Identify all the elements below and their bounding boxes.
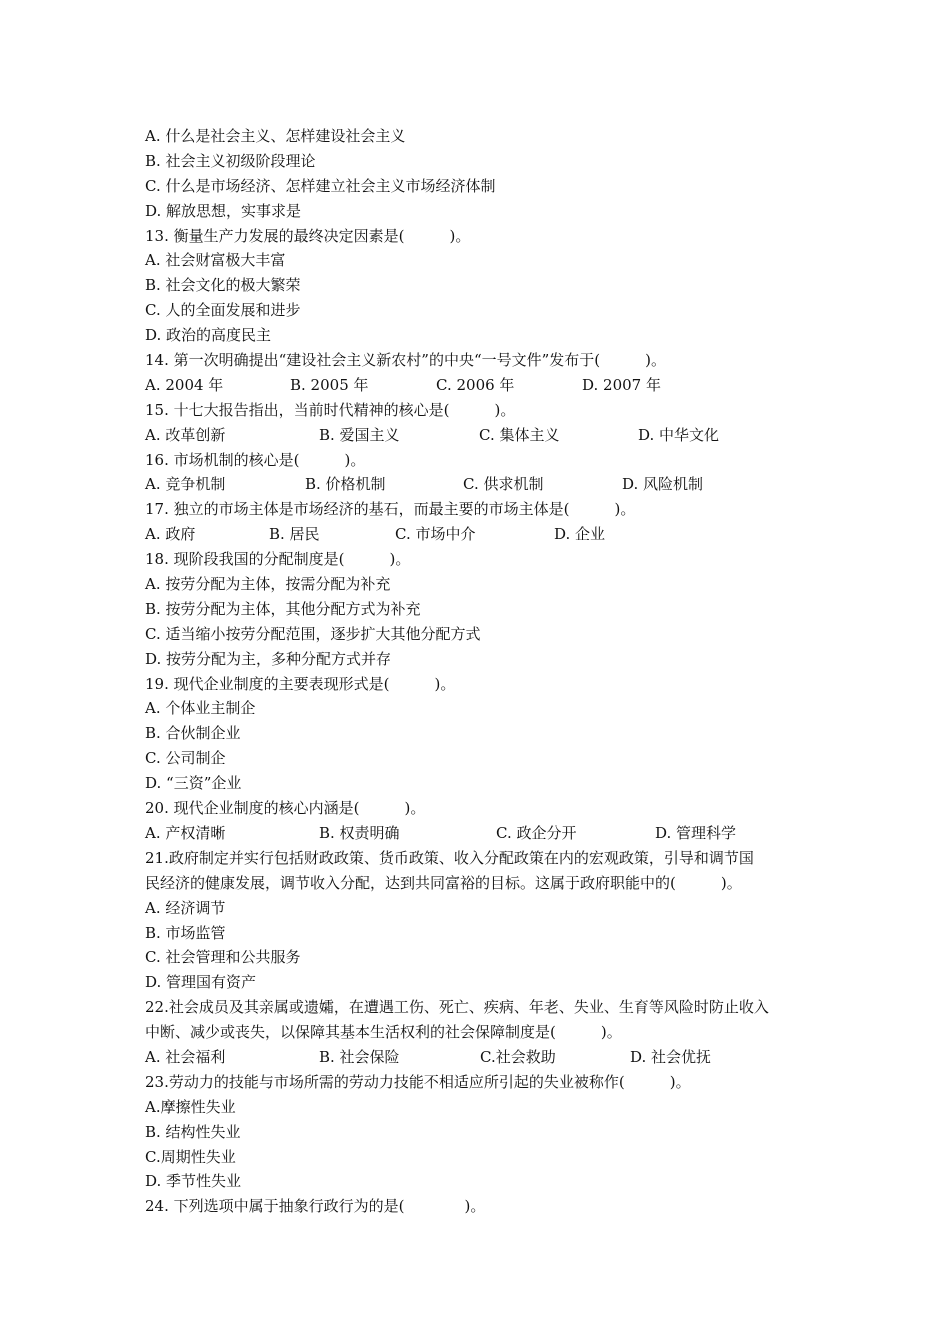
option-line: C.周期性失业 (145, 1147, 236, 1166)
option-row (145, 522, 825, 547)
option-item: A. 改革创新 (145, 425, 226, 444)
option-item: D. 企业 (554, 525, 606, 544)
question-text: 23.劳动力的技能与市场所需的劳动力技能不相适应所引起的失业被称作( )。 (145, 1072, 691, 1091)
option-item: C. 市场中介 (395, 525, 476, 544)
question-text: 13. 衡量生产力发展的最终决定因素是( )。 (145, 226, 471, 245)
option-item: B. 爱国主义 (319, 425, 400, 444)
option-row (145, 821, 825, 846)
option-line: B. 市场监管 (145, 923, 226, 942)
option-item: B. 居民 (269, 525, 320, 544)
question-text: 16. 市场机制的核心是( )。 (145, 450, 366, 469)
option-line: B. 合伙制企业 (145, 724, 241, 743)
question-text: 24. 下列选项中属于抽象行政行为的是( )。 (145, 1197, 486, 1216)
option-row (145, 472, 825, 497)
option-item: C. 2006 年 (436, 375, 515, 394)
option-line: C. 公司制企 (145, 749, 226, 768)
question-list (145, 124, 825, 1219)
option-line: 民经济的健康发展，调节收入分配，达到共同富裕的目标。这属于政府职能中的( )。 (145, 873, 742, 892)
question-text: 20. 现代企业制度的核心内涵是( )。 (145, 799, 426, 818)
option-item: D. 社会优抚 (630, 1047, 712, 1066)
option-line: C. 人的全面发展和进步 (145, 301, 301, 320)
option-item: C.社会救助 (480, 1047, 556, 1066)
option-line: D. 按劳分配为主，多种分配方式并存 (145, 649, 392, 668)
option-item: D. 管理科学 (655, 823, 737, 842)
option-line: B. 按劳分配为主体，其他分配方式为补充 (145, 599, 421, 618)
option-row (145, 423, 825, 448)
option-item: A. 社会福利 (145, 1047, 226, 1066)
option-line: C. 社会管理和公共服务 (145, 948, 301, 967)
question-text: 14. 第一次明确提出“建设社会主义新农村”的中央“一号文件”发布于( )。 (145, 351, 667, 370)
option-line: D. 政治的高度民主 (145, 326, 272, 345)
option-item: B. 价格机制 (305, 475, 386, 494)
option-line: A. 经济调节 (145, 898, 226, 917)
option-line: B. 社会主义初级阶段理论 (145, 151, 316, 170)
question-text: 19. 现代企业制度的主要表现形式是( )。 (145, 674, 456, 693)
option-item: C. 政企分开 (496, 823, 577, 842)
option-item: D. 2007 年 (582, 375, 661, 394)
option-line: D. 管理国有资产 (145, 973, 257, 992)
option-line: D. 季节性失业 (145, 1172, 242, 1191)
option-item: A. 产权清晰 (145, 823, 226, 842)
option-item: A. 政府 (145, 525, 196, 544)
option-line: B. 结构性失业 (145, 1122, 241, 1141)
option-line: A.摩擦性失业 (145, 1097, 236, 1116)
option-item: B. 社会保险 (319, 1047, 400, 1066)
option-line: C. 适当缩小按劳分配范围，逐步扩大其他分配方式 (145, 624, 481, 643)
question-text: 15. 十七大报告指出，当前时代精神的核心是( )。 (145, 400, 516, 419)
option-line: B. 社会文化的极大繁荣 (145, 276, 301, 295)
option-item: A. 竞争机制 (145, 475, 226, 494)
option-line: A. 什么是社会主义、怎样建设社会主义 (145, 127, 406, 145)
option-line: C. 什么是市场经济、怎样建立社会主义市场经济体制 (145, 176, 496, 195)
question-text: 18. 现阶段我国的分配制度是( )。 (145, 550, 411, 569)
option-item: A. 2004 年 (145, 375, 224, 394)
option-item: D. 中华文化 (638, 425, 720, 444)
option-line: A. 按劳分配为主体，按需分配为补充 (145, 575, 391, 594)
option-item: C. 供求机制 (463, 475, 544, 494)
question-text: 17. 独立的市场主体是市场经济的基石，而最主要的市场主体是( )。 (145, 500, 636, 519)
option-line: A. 个体业主制企 (145, 699, 256, 718)
option-row (145, 1045, 825, 1070)
option-item: B. 权责明确 (319, 823, 400, 842)
question-text: 22.社会成员及其亲属或遗孀，在遭遇工伤、死亡、疾病、年老、失业、生育等风险时防止收入 (145, 998, 769, 1017)
option-item: B. 2005 年 (290, 375, 369, 394)
option-line: 中断、减少或丧失，以保障其基本生活权利的社会保障制度是( )。 (145, 1023, 622, 1042)
question-text: 21.政府制定并实行包括财政政策、货币政策、收入分配政策在内的宏观政策，引导和调节国 (145, 848, 754, 867)
option-item: D. 风险机制 (622, 475, 704, 494)
option-line: D. “三资”企业 (145, 774, 242, 793)
option-row (145, 373, 825, 398)
option-item: C. 集体主义 (479, 425, 560, 444)
option-line: A. 社会财富极大丰富 (145, 251, 286, 270)
option-line: D. 解放思想，实事求是 (145, 201, 302, 220)
